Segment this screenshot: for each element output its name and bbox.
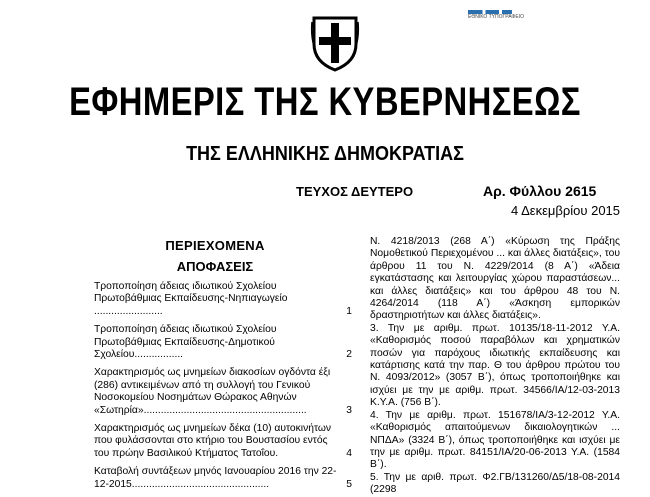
toc-item-text: Τροποποίηση άδειας ιδιωτικού Σχολείου Πρωτοβάθμιας Εκπαίδευσης-Νηπιαγωγείο ........................ [94, 281, 288, 317]
sheet-number: Αρ. Φύλλου 2615 [483, 183, 597, 199]
body-paragraph: 3. Την με αριθμ. πρωτ. 10135/18-11-2012 Υ.Α. «Καθορισμός ποσού παραβόλων και χρηματικών ποσών για παρόχους ιδιωτικής εκπαίδευσης και κατάρτισης κατά την παρ. Θ του άρθρου πρώτου του Ν. 4093/2012» (3057 Β΄), όπως τροποποιήθηκε και ισχύει με την με αριθμ. πρωτ. 34566/ΙΑ/12-03-2013 Κ.Υ.Α. (756 Β΄). [370, 322, 620, 409]
printing-office-stamp [468, 10, 538, 24]
issue-date: 4 Δεκεμβρίου 2015 [511, 203, 621, 218]
body-column [370, 236, 620, 497]
body-paragraph: Ν. 4218/2013 (268 Α΄) «Κύρωση της Πράξης Νομοθετικού Περιεχομένου ... και άλλες διατάξεις», του άρθρου 11 του Ν. 4229/2014 (8 Α΄) «Άδεια εγκατάστασης και λειτουργίας χώρου παραστάσεων... και άλλες διατάξεις» και του άρθρου 48 του Ν. 4264/2014 (118 Α΄) «Άσκηση εμπορικών δραστηριοτήτων και άλλες διατάξεις». [370, 236, 620, 322]
toc-page-number: 2 [346, 349, 352, 361]
toc-item[interactable] [94, 281, 352, 318]
greek-coat-of-arms-icon [310, 14, 360, 72]
toc-page-number: 5 [346, 478, 352, 490]
issue-type: ΤΕΥΧΟΣ ΔΕΥΤΕΡΟ [296, 184, 414, 199]
stamp-text: ΕΘΝΙΚΟ ΤΥΠΟΓΡΑΦΕΙΟ [468, 14, 524, 20]
body-paragraph: 5. Την με αριθ. πρωτ. Φ2.ΓΒ/131260/Δ5/18-08-2014 (2298 [370, 471, 620, 496]
toc-item[interactable] [94, 466, 352, 491]
toc-page-number: 4 [346, 447, 352, 459]
toc-item-text: Χαρακτηρισμός ως μνημείων δέκα (10) αυτοκινήτων που φυλάσσονται στο κτήριο του Βουστασίου εντός του πρώην Βασιλικού Κτήματος Τατοΐου. [94, 423, 332, 459]
gazette-title: ΕΦΗΜΕΡΙΣ ΤΗΣ ΚΥΒΕΡΝΗΣΕΩΣ [69, 80, 581, 124]
toc-item-text: Τροποποίηση άδειας ιδιωτικού Σχολείου Πρωτοβάθμιας Εκπαίδευσης-Δημοτικού Σχολείου................. [94, 324, 277, 361]
table-of-contents [94, 281, 352, 497]
decisions-heading: ΑΠΟΦΑΣΕΙΣ [176, 259, 254, 274]
gazette-subtitle: ΤΗΣ ΕΛΛΗΝΙΚΗΣ ΔΗΜΟΚΡΑΤΙΑΣ [186, 143, 464, 165]
toc-item[interactable] [94, 367, 352, 417]
toc-page-number: 1 [346, 305, 352, 317]
toc-item[interactable] [94, 423, 352, 460]
toc-item-text: Χαρακτηρισμός ως μνημείων διακοσίων ογδόντα έξι (286) αντικειμένων από τη συλλογή του Γενικού Νοσοκομείου Νοσημάτων Θώρακος Αθηνών «Σωτηρία»......................................................... [94, 367, 331, 416]
toc-item-text: Καταβολή συντάξεων μηνός Ιανουαρίου 2016 την 22-12-2015................................................ [94, 466, 337, 490]
contents-heading: ΠΕΡΙΕΧΟΜΕΝΑ [165, 238, 265, 253]
toc-item[interactable] [94, 324, 352, 361]
toc-page-number: 3 [346, 404, 352, 416]
body-paragraph: 4. Την με αριθμ. πρωτ. 151678/ΙΑ/3-12-2012 Υ.Α. «Καθορισμός απαιτούμενων δικαιολογητικών ... ΝΠΔΑ» (3324 Β΄), όπως τροποποιήθηκε και ισχύει με την με αριθμ. πρωτ. 84151/ΙΑ/20-06-2013 Υ.Α. (1584 Β΄). [370, 409, 620, 471]
